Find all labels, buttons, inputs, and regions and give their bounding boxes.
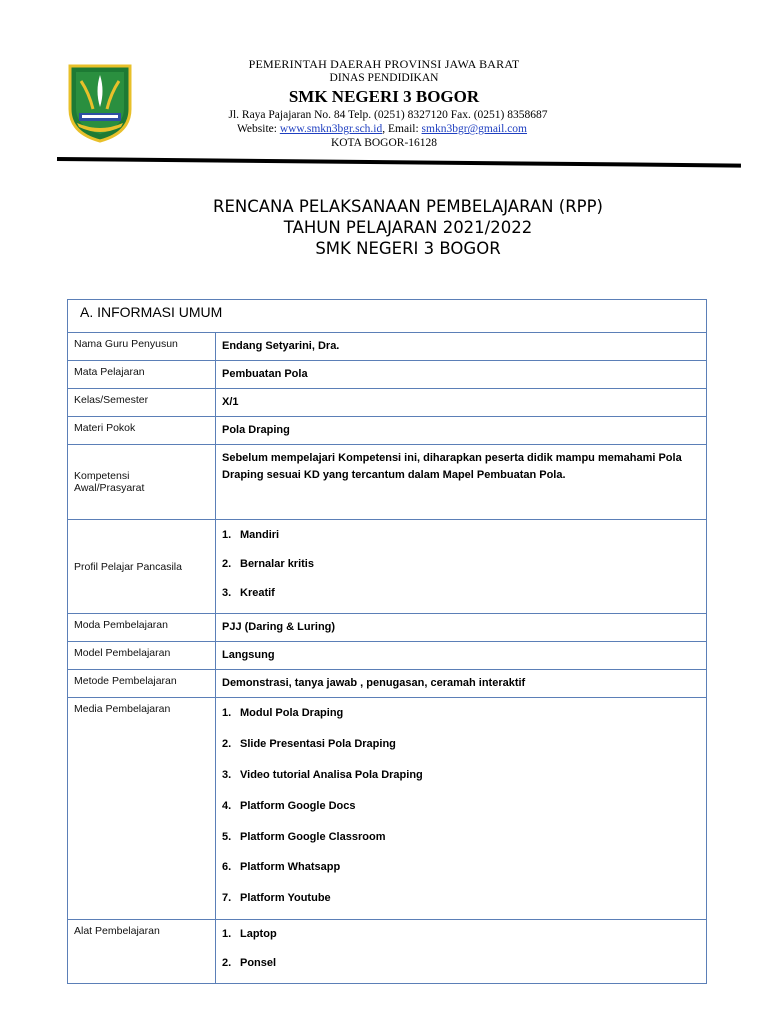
header-school-name: SMK NEGERI 3 BOGOR bbox=[288, 87, 480, 106]
label-line: Awal/Prasyarat bbox=[74, 482, 145, 495]
list-item: 1. Modul Pola Draping bbox=[222, 707, 344, 720]
section-heading: A. INFORMASI UMUM bbox=[68, 300, 707, 333]
header-government-line: PEMERINTAH DAERAH PROVINSI JAWA BARAT bbox=[248, 57, 520, 71]
header-city: KOTA BOGOR-16128 bbox=[330, 137, 438, 149]
table-row bbox=[68, 919, 707, 983]
header-department-line: DINAS PENDIDIKAN bbox=[329, 72, 439, 84]
list-item: 2. Ponsel bbox=[222, 956, 277, 969]
email-link[interactable]: smkn3bgr@gmail.com bbox=[421, 123, 528, 135]
document-school: SMK NEGERI 3 BOGOR bbox=[315, 239, 501, 258]
table-row bbox=[68, 417, 707, 445]
row-label: Alat Pembelajaran bbox=[68, 919, 216, 983]
row-label: Materi Pokok bbox=[68, 417, 216, 445]
list-item: 1. Mandiri bbox=[222, 529, 280, 542]
table-row bbox=[68, 389, 707, 417]
list-item: 1. Laptop bbox=[222, 927, 277, 940]
table-row bbox=[68, 614, 707, 642]
row-value: Endang Setyarini, Dra. bbox=[216, 333, 707, 361]
row-value: Sebelum mempelajari Kompetensi ini, diharapkan peserta didik mampu memahami Pola Draping sesuai KD yang tercantum dalam Mapel Pembuatan Pola. bbox=[216, 445, 707, 520]
document-title: RENCANA PELAKSANAAN PEMBELAJARAN (RPP) bbox=[213, 197, 603, 216]
header-address: Jl. Raya Pajajaran No. 84 Telp. (0251) 8327120 Fax. (0251) 8358687 bbox=[228, 109, 548, 121]
row-value bbox=[216, 520, 707, 614]
row-label: Mata Pelajaran bbox=[68, 361, 216, 389]
alat-list bbox=[222, 920, 700, 978]
table-row bbox=[68, 361, 707, 389]
table-row bbox=[68, 642, 707, 670]
list-item: 3. Kreatif bbox=[222, 587, 275, 600]
header-contact-line bbox=[0, 123, 766, 135]
website-link[interactable]: www.smkn3bgr.sch.id bbox=[279, 123, 383, 135]
list-item: 4. Platform Google Docs bbox=[222, 799, 356, 812]
row-label: Nama Guru Penyusun bbox=[68, 333, 216, 361]
list-item: 2. Slide Presentasi Pola Draping bbox=[222, 738, 396, 751]
row-value: PJJ (Daring & Luring) bbox=[216, 614, 707, 642]
row-label bbox=[68, 445, 216, 520]
row-label: Model Pembelajaran bbox=[68, 642, 216, 670]
email-prefix: , Email: bbox=[382, 123, 422, 135]
row-value bbox=[216, 698, 707, 920]
document-year: TAHUN PELAJARAN 2021/2022 bbox=[283, 218, 533, 237]
row-label: Metode Pembelajaran bbox=[68, 670, 216, 698]
row-value: Demonstrasi, tanya jawab , penugasan, ceramah interaktif bbox=[216, 670, 707, 698]
list-item: 2. Bernalar kritis bbox=[222, 558, 314, 571]
list-item: 6. Platform Whatsapp bbox=[222, 861, 341, 874]
website-prefix: Website: bbox=[236, 123, 280, 135]
media-list bbox=[222, 698, 700, 914]
row-label: Kelas/Semester bbox=[68, 389, 216, 417]
table-row bbox=[68, 333, 707, 361]
list-item: 5. Platform Google Classroom bbox=[222, 830, 386, 843]
row-label: Moda Pembelajaran bbox=[68, 614, 216, 642]
row-value bbox=[216, 919, 707, 983]
table-row bbox=[68, 520, 707, 614]
row-value: Pembuatan Pola bbox=[216, 361, 707, 389]
general-info-table bbox=[67, 299, 707, 984]
row-label: Media Pembelajaran bbox=[68, 698, 216, 920]
table-row bbox=[68, 670, 707, 698]
list-item: 7. Platform Youtube bbox=[222, 892, 331, 905]
row-value: X/1 bbox=[216, 389, 707, 417]
header-divider bbox=[57, 157, 741, 168]
row-value: Langsung bbox=[216, 642, 707, 670]
table-row bbox=[68, 445, 707, 520]
table-row bbox=[68, 698, 707, 920]
profil-list bbox=[222, 521, 700, 608]
row-value: Pola Draping bbox=[216, 417, 707, 445]
list-item: 3. Video tutorial Analisa Pola Draping bbox=[222, 768, 423, 781]
row-label: Profil Pelajar Pancasila bbox=[68, 520, 216, 614]
label-line: Kompetensi bbox=[74, 470, 130, 483]
section-heading-row bbox=[68, 300, 707, 333]
